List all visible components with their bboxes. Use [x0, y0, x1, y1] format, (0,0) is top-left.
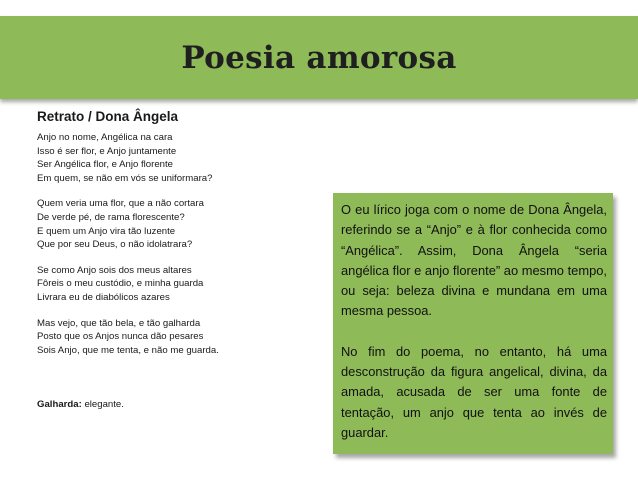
poem: [37, 108, 327, 369]
page-title: Poesia amorosa: [181, 39, 457, 76]
poem-stanza-1: [37, 131, 327, 185]
poem-stanza-3: [37, 264, 327, 305]
poem-line: Livrara eu de diabólicos azares: [37, 291, 170, 303]
poem-line: Ser Angélica flor, e Anjo florente: [37, 159, 173, 171]
poem-line: Sois Anjo, que me tenta, e não me guarda.: [37, 344, 219, 356]
commentary-box: [333, 193, 613, 454]
poem-line: Posto que os Anjos nunca dão pesares: [37, 331, 204, 343]
title-banner: [0, 16, 638, 99]
poem-line: Anjo no nome, Angélica na cara: [37, 132, 173, 143]
poem-stanza-2: [37, 197, 327, 251]
glossary-note: [37, 398, 124, 411]
poem-title: Retrato / Dona Ângela: [37, 109, 179, 124]
commentary-paragraph-1: O eu lírico joga com o nome de Dona Ângela, referindo se a “Anjo” e à flor conhecida como “Angélica”. Assim, Dona Ângela “seria angélica flor e anjo florente” ao mesmo tempo, ou seja: beleza divina e mundana em uma mesma pessoa.: [341, 202, 607, 319]
poem-line: Em quem, se não em vós se uniformara?: [37, 172, 213, 184]
poem-line: Que por seu Deus, o não idolatrara?: [37, 239, 193, 251]
poem-line: Isso é ser flor, e Anjo juntamente: [37, 145, 177, 157]
commentary-paragraph-2: No fim do poema, no entanto, há uma desconstrução da figura angelical, divina, da amada, acusada de ser uma fonte de tentação, um anjo que tenta ao invés de guardar.: [341, 343, 607, 440]
glossary-term: Galharda:: [37, 399, 82, 410]
poem-line: De verde pé, de rama florescente?: [37, 211, 185, 223]
poem-line: Quem veria uma flor, que a não cortara: [37, 198, 204, 210]
poem-stanza-4: [37, 317, 327, 358]
poem-line: E quem um Anjo vira tão luzente: [37, 225, 176, 237]
poem-line: Se como Anjo sois dos meus altares: [37, 264, 192, 276]
poem-line: Fôreis o meu custódio, e minha guarda: [37, 278, 204, 290]
poem-line: Mas vejo, que tão bela, e tão galharda: [37, 317, 201, 329]
glossary-definition: elegante.: [81, 399, 124, 410]
